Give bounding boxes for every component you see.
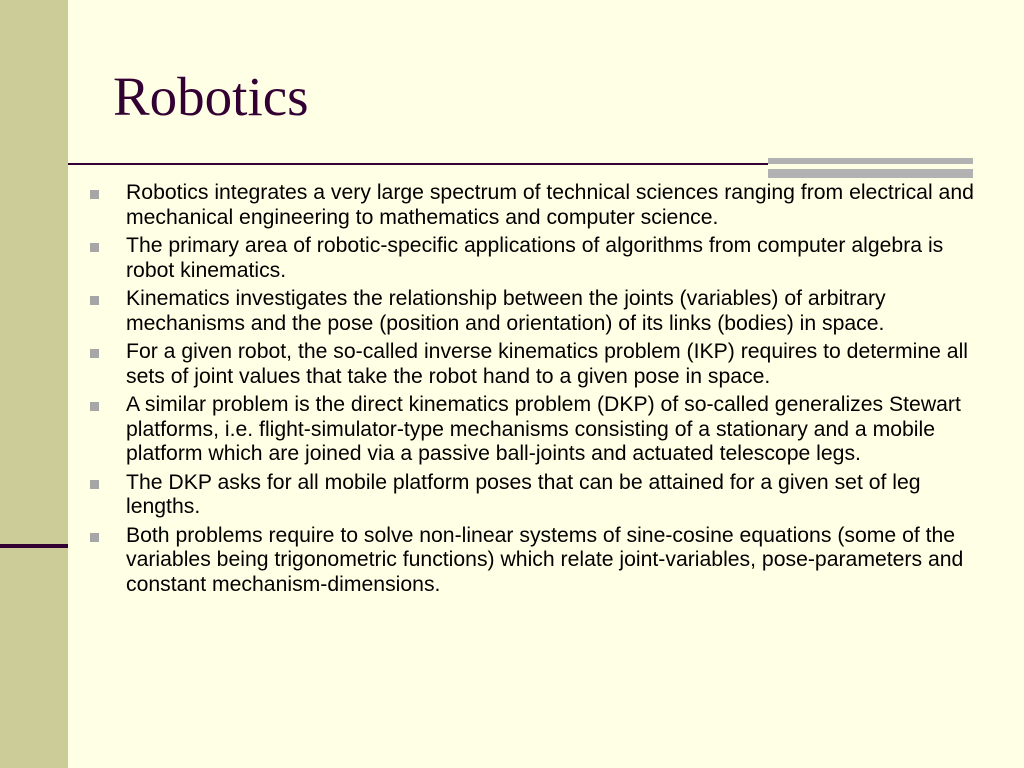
bullet-item bbox=[88, 181, 983, 230]
bullet-item bbox=[88, 471, 983, 520]
square-bullet-icon bbox=[90, 402, 99, 411]
square-bullet-icon bbox=[90, 243, 99, 252]
bullet-item bbox=[88, 340, 983, 389]
bullet-text: The primary area of robotic-specific applications of algorithms from computer algebra is robot kinematics. bbox=[126, 234, 944, 282]
square-bullet-icon bbox=[90, 349, 99, 358]
accent-bar-top bbox=[768, 158, 973, 164]
slide-title: Robotics bbox=[113, 66, 309, 127]
square-bullet-icon bbox=[90, 480, 99, 489]
title-divider bbox=[68, 163, 768, 165]
bullet-item bbox=[88, 524, 983, 598]
bullet-item bbox=[88, 234, 983, 283]
side-band bbox=[0, 0, 68, 768]
bullet-text: Robotics integrates a very large spectrum of technical sciences ranging from electrical and mechanical engineering to mathematics and computer science. bbox=[126, 181, 974, 229]
side-band-rule bbox=[0, 544, 68, 548]
bullet-item bbox=[88, 393, 983, 467]
bullet-text: For a given robot, the so-called inverse kinematics problem (IKP) requires to determine all sets of joint values that take the robot hand to a given pose in space. bbox=[126, 340, 968, 388]
bullet-list bbox=[88, 181, 983, 601]
square-bullet-icon bbox=[90, 190, 99, 199]
square-bullet-icon bbox=[90, 533, 99, 542]
accent-bar-bottom bbox=[768, 169, 973, 178]
bullet-text: Both problems require to solve non-linear systems of sine-cosine equations (some of the variables being trigonometric functions) which relate joint-variables, pose-parameters and constant mechanism-dimensions. bbox=[126, 523, 964, 596]
bullet-text: Kinematics investigates the relationship between the joints (variables) of arbitrary mechanisms and the pose (position and orientation) of its links (bodies) in space. bbox=[126, 287, 886, 335]
bullet-text: The DKP asks for all mobile platform poses that can be attained for a given set of leg lengths. bbox=[126, 470, 921, 518]
bullet-text: A similar problem is the direct kinematics problem (DKP) of so-called generalizes Stewart platforms, i.e. flight-simulator-type mechanisms consisting of a stationary and a mobile platform which are joined via a passive ball-joints and actuated telescope legs. bbox=[126, 393, 961, 465]
square-bullet-icon bbox=[90, 296, 99, 305]
bullet-item bbox=[88, 287, 983, 336]
